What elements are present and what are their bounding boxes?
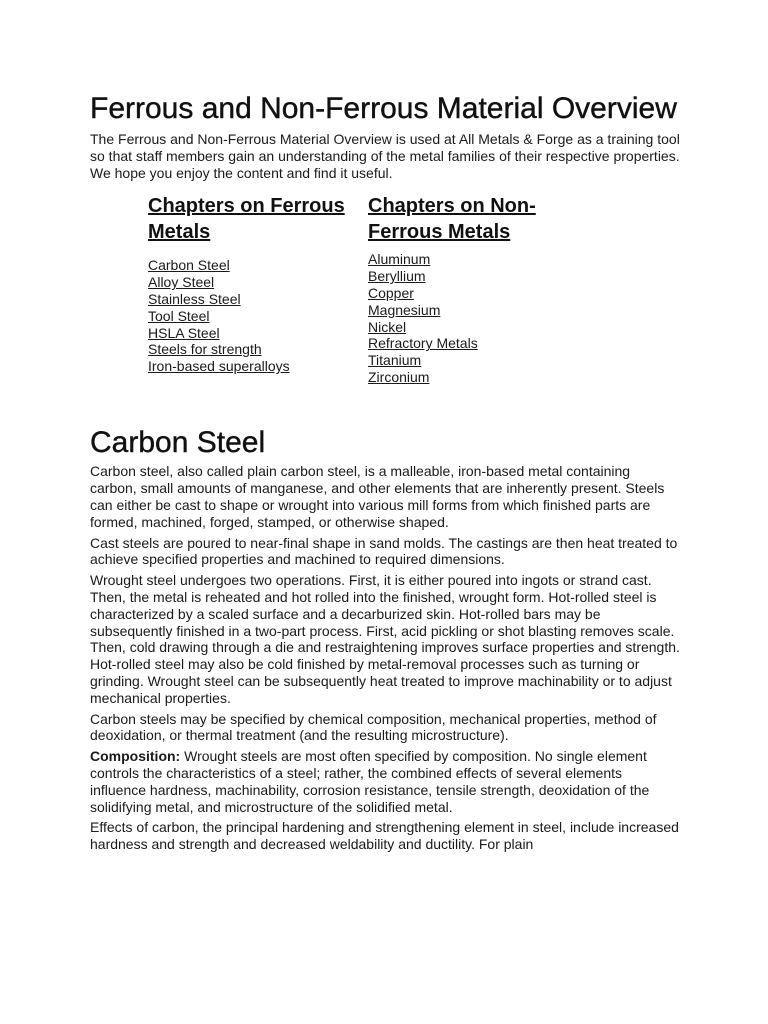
chapter-link-steels-for-strength[interactable]: Steels for strength [148,341,262,358]
chapter-link-zirconium[interactable]: Zirconium [368,368,430,385]
cast-steels-paragraph: Cast steels are poured to near-final shape in sand molds. The castings are then heat treated to achieve specified properties and machined to required dimensions. [90,534,678,568]
carbon-steel-paragraph: Carbon steel, also called plain carbon steel, is a malleable, iron-based metal containing carbon, small amounts of manganese, and other elements that are inherently present. Steels can either be cast to shape or wrought into various mill forms from which finished parts are formed, machined, forged, stamped, or otherwise shaped. [90,463,665,530]
chapter-link-tool-steel[interactable]: Tool Steel [148,307,210,324]
chapter-link-aluminum[interactable]: Aluminum [368,251,431,268]
carbon-steel-body [90,463,680,853]
wrought-steel-paragraph: Wrought steel undergoes two operations. First, it is either poured into ingots or strand cast. Then, the metal is reheated and hot rolled into the finished, wrought form. Hot-rolled steel is characterized by a scaled surface and a decarburized skin. Hot-rolled bars may be subsequently finished in a two-part process. First, acid pickling or shot blasting removes scale. Then, cold drawing through a die and restraightening improves surface properties and strength. Hot-rolled steel may also be cold finished by metal-removal processes such as turning or grinding. Wrought steel can be subsequently heat treated to improve machinability or to adjust mechanical properties. [90,572,680,706]
ferrous-chapter-links [148,257,348,375]
chapter-link-iron-based-superalloys[interactable]: Iron-based superalloys [148,358,290,375]
carbon-steel-heading: Carbon Steel [90,426,266,460]
intro-paragraph: The Ferrous and Non-Ferrous Material Overview is used at All Metals & Forge as a training tool so that staff members gain an understanding of the metal families of their respective properties. We hope you enjoy the content and find it useful. [90,131,680,181]
composition-text: Wrought steels are most often specified by composition. No single element controls the characteristics of a steel; rather, the combined effects of several elements influence hardness, machinability, corrosion resistance, tensile strength, deoxidation of the solidifying metal, and microstructure of the solidified metal. [90,748,650,815]
composition-paragraph [90,748,680,815]
page-title: Ferrous and Non-Ferrous Material Overview [90,92,677,125]
chapter-link-hsla-steel[interactable]: HSLA Steel [148,324,220,341]
chapter-link-refractory-metals[interactable]: Refractory Metals [368,335,478,352]
nonferrous-chapters [368,193,588,385]
chapter-link-titanium[interactable]: Titanium [368,352,422,369]
nonferrous-chapter-links [368,251,588,385]
chapter-link-alloy-steel[interactable]: Alloy Steel [148,274,215,291]
chapter-link-stainless-steel[interactable]: Stainless Steel [148,290,241,307]
nonferrous-chapters-heading: Chapters on Non-Ferrous Metals [368,195,536,244]
ferrous-chapters-heading: Chapters on Ferrous Metals [148,195,345,244]
chapter-link-magnesium[interactable]: Magnesium [368,301,441,318]
document-content [90,92,680,853]
chapters-section [90,193,680,403]
chapter-link-carbon-steel[interactable]: Carbon Steel [148,257,230,274]
specification-paragraph: Carbon steels may be specified by chemical composition, mechanical properties, method of deoxidation, or thermal treatment (and the resulting microstructure). [90,710,657,744]
chapter-link-copper[interactable]: Copper [368,284,414,301]
chapter-link-nickel[interactable]: Nickel [368,318,407,335]
chapter-link-beryllium[interactable]: Beryllium [368,268,426,285]
ferrous-chapters [148,193,348,375]
composition-label: Composition: [90,748,181,765]
carbon-effects-paragraph: Effects of carbon, the principal hardening and strengthening element in steel, include increased hardness and strength and decreased weldability and ductility. For plain [90,819,679,853]
